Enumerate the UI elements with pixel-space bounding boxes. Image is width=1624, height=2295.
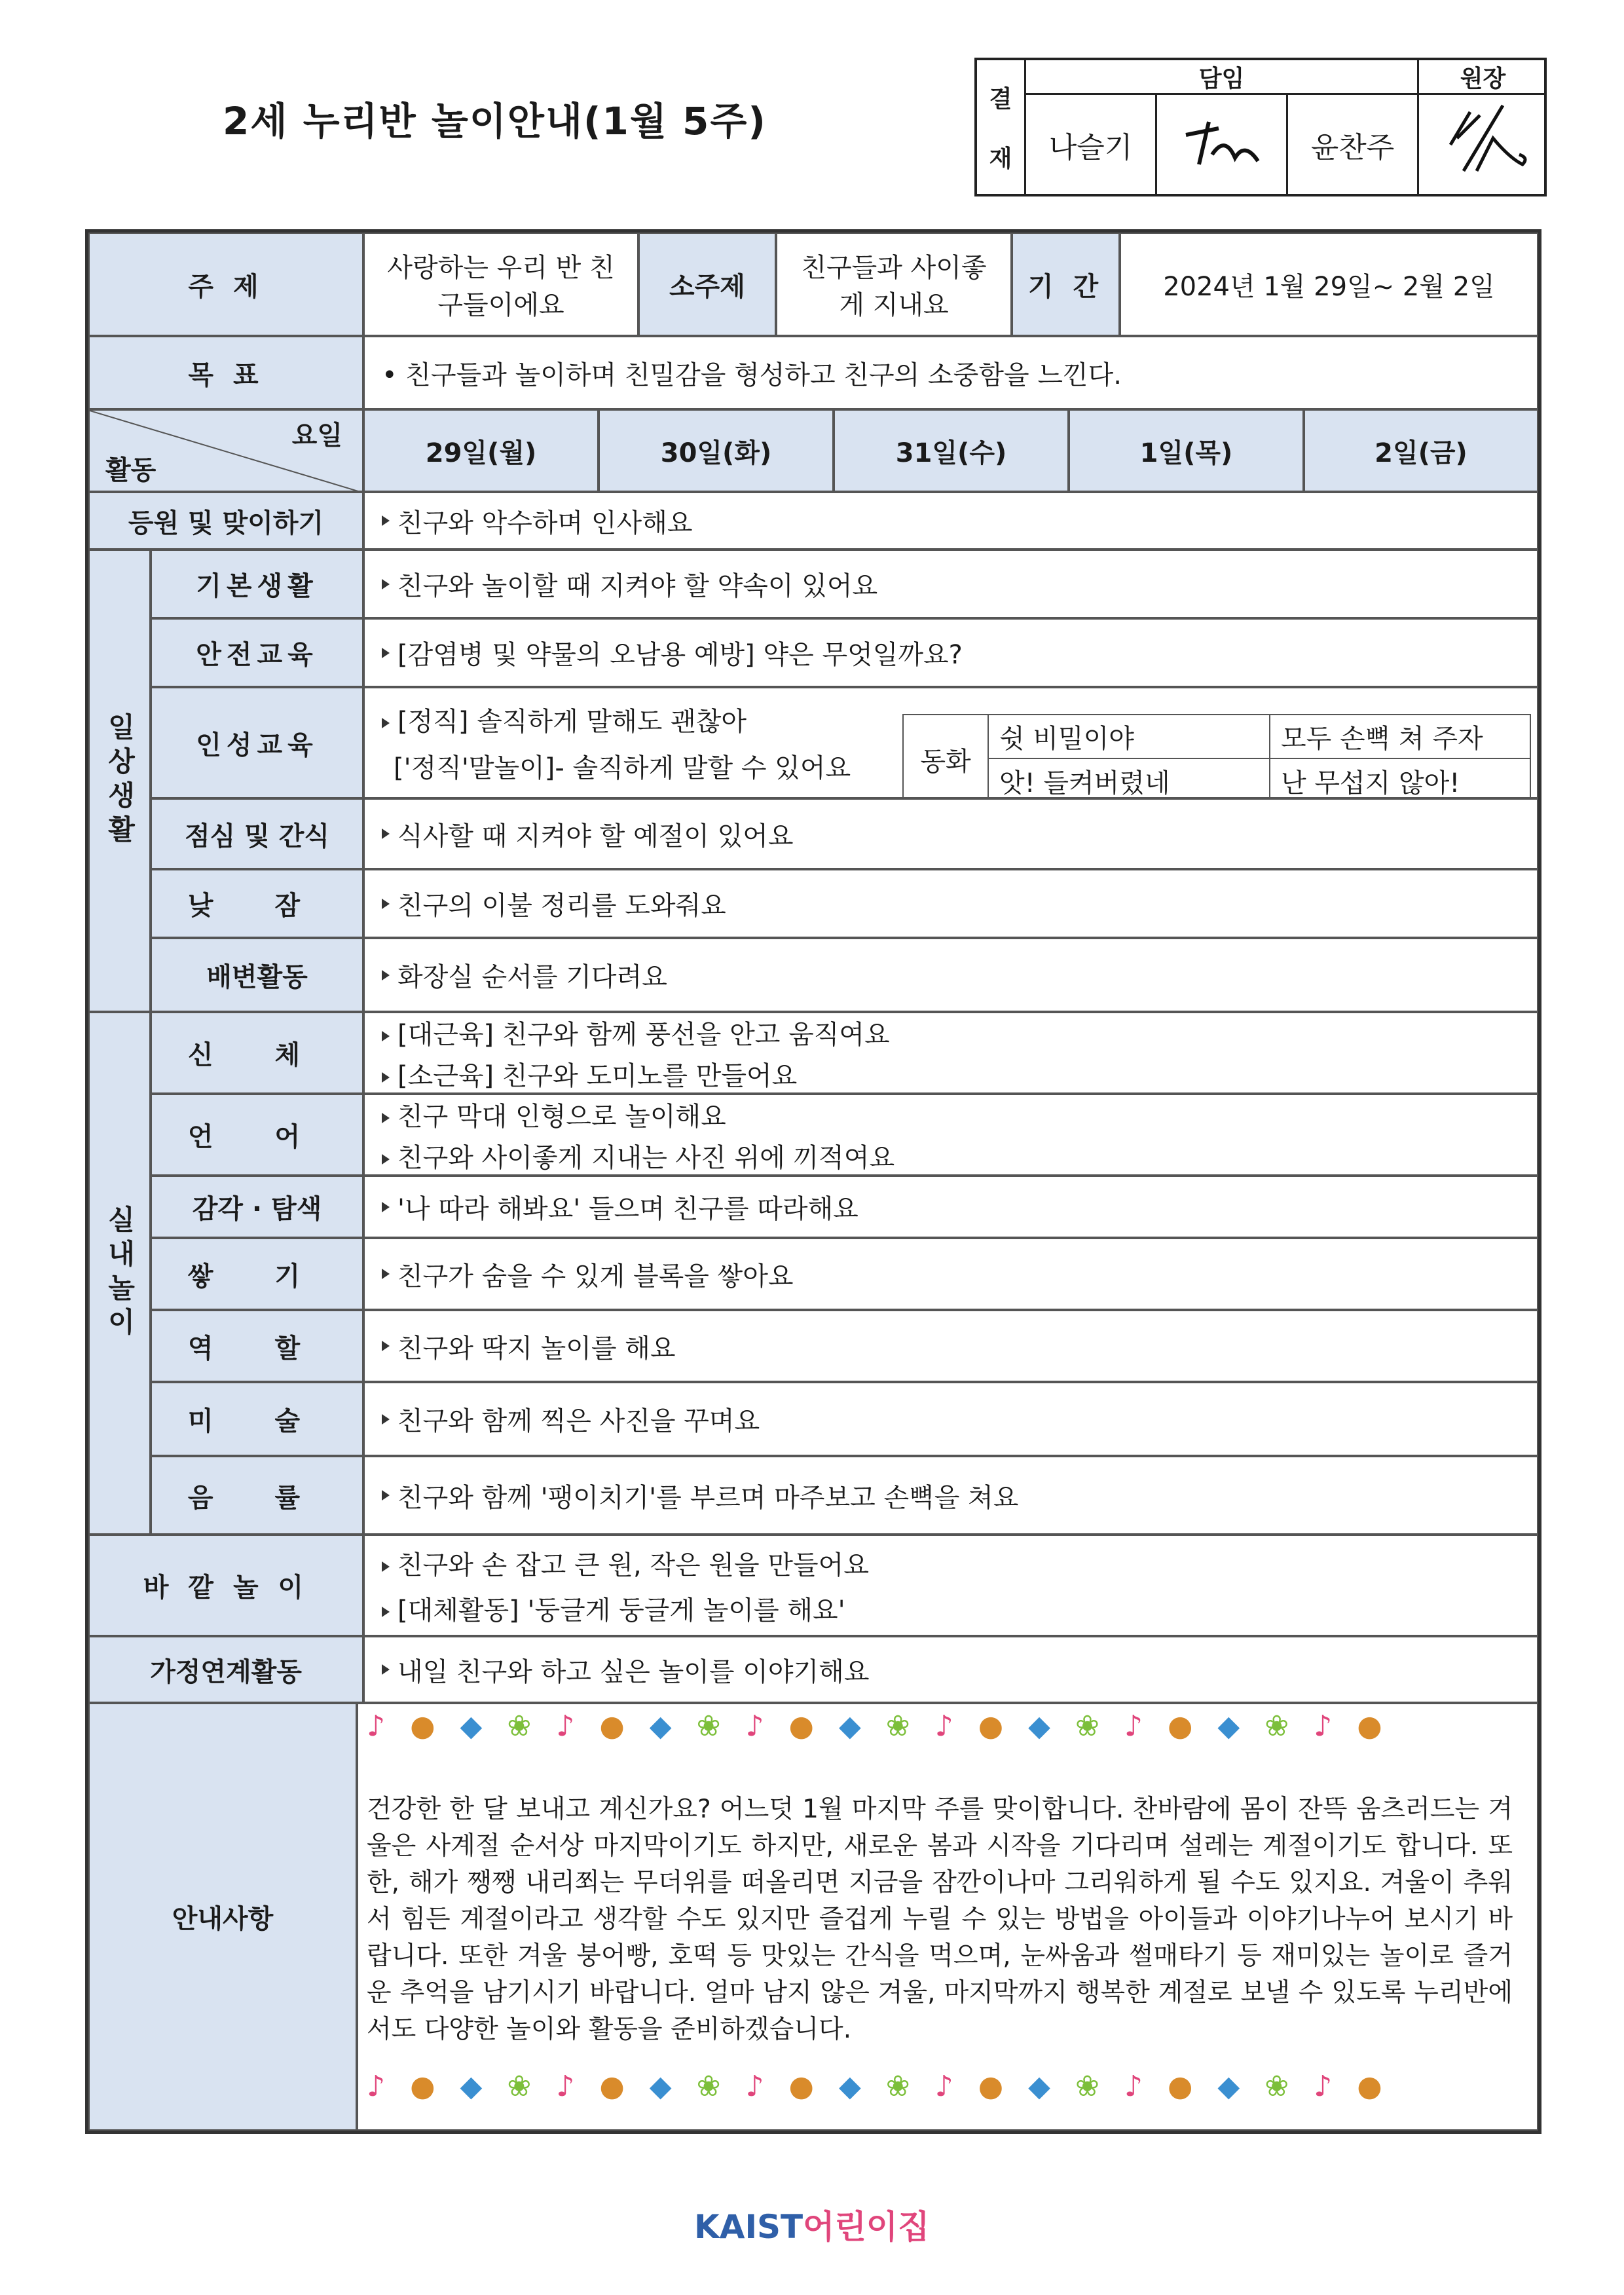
arrival-label: 등원 및 맞이하기 bbox=[88, 492, 363, 550]
daily-row-label-1: 안전교육 bbox=[151, 618, 363, 687]
subtheme-label: 소주제 bbox=[638, 233, 776, 336]
decorative-kids-bottom: ♪ ● ◆ ❀ ♪ ● ◆ ❀ ♪ ● ◆ ❀ ♪ ● ◆ ❀ ♪ ● ◆ ❀ ♪ ● bbox=[367, 2070, 1382, 2103]
day-header-1: 30일(화) bbox=[599, 409, 834, 492]
indoor-row-5-line-0: 친구와 함께 찍은 사진을 꾸며요 bbox=[397, 1406, 760, 1436]
indoor-row-0-line-0: [대근육] 친구와 함께 풍선을 안고 움직여요 bbox=[397, 1019, 890, 1050]
goal-label: 목 표 bbox=[88, 336, 363, 409]
approval-damim: 담임 bbox=[1198, 65, 1245, 92]
daily-row-text-5: 화장실 순서를 기다려요 bbox=[397, 962, 667, 992]
daily-row-label-4: 낮 잠 bbox=[151, 869, 363, 938]
day-header-4: 2일(금) bbox=[1304, 409, 1538, 492]
outdoor-row bbox=[363, 1535, 1538, 1636]
indoor-row-label-4: 역 할 bbox=[151, 1310, 363, 1382]
approval-wonjang: 원장 bbox=[1460, 65, 1506, 92]
approval-box bbox=[974, 58, 1547, 196]
subtheme-value: 친구들과 사이좋게 지내요 bbox=[776, 233, 1012, 336]
notice-text: 건강한 한 달 보내고 계신가요? 어느덧 1월 마지막 주를 맞이합니다. 찬바람에 몸이 잔뜩 움츠러드는 겨울은 사계절 순서상 마지막이기도 하지만, 새로운 봄과 시작을 기다리며 설레는 계절이기도 합니다. 또한, 해가 쨍쨍 내리쬐는 무더위를 떠올리면 지금을 잠깐이나마 그리워하게 될 수도 있지요. 겨울이 추워서 힘든 계절이라고 생각할 수도 있지만 즐겁게 누릴 수 있는 방법을 아이들과 이야기나누어 보시기 바랍니다. 또한 겨울 붕어빵, 호떡 등 맛있는 간식을 먹으며, 눈싸움과 썰매타기 등 재미있는 놀이로 즐거운 추억을 남기시기 바랍니다. 얼마 남지 않은 겨울, 마지막까지 행복한 계절로 보낼 수 있도록 누리반에서도 다양한 놀이와 활동을 준비하겠습니다. bbox=[367, 1795, 1513, 2044]
daily-row-3 bbox=[363, 798, 1538, 869]
day-header-0: 29일(월) bbox=[363, 409, 599, 492]
day-header-3: 1일(목) bbox=[1069, 409, 1304, 492]
approval-jae: 재 bbox=[989, 145, 1012, 172]
indoor-row-4-line-0: 친구와 딱지 놀이를 해요 bbox=[397, 1333, 676, 1364]
home-label: 가정연계활동 bbox=[88, 1636, 363, 1703]
daily-row-0 bbox=[363, 550, 1538, 618]
outdoor-line-0: 친구와 손 잡고 큰 원, 작은 원을 만들어요 bbox=[397, 1550, 869, 1580]
arrival-text: 친구와 악수하며 인사해요 bbox=[397, 508, 693, 538]
arrival-row bbox=[363, 492, 1538, 550]
logo-daycare: 어린이집 bbox=[803, 2208, 930, 2246]
daily-row-text-4: 친구의 이불 정리를 도와줘요 bbox=[397, 891, 726, 921]
daily-row-4 bbox=[363, 869, 1538, 938]
notice-label: 안내사항 bbox=[88, 1703, 357, 2131]
outdoor-label: 바 깥 놀 이 bbox=[88, 1535, 363, 1636]
daily-row-text-2: [정직] 솔직하게 말해도 괜찮아 bbox=[397, 707, 747, 737]
indoor-row-label-0: 신 체 bbox=[151, 1012, 363, 1094]
indoor-row-6 bbox=[363, 1456, 1538, 1535]
daily-row-text-3: 식사할 때 지켜야 할 예절이 있어요 bbox=[397, 821, 794, 851]
indoor-row-1-line-0: 친구 막대 인형으로 놀이해요 bbox=[397, 1101, 726, 1132]
daily-row-label-2: 인성교육 bbox=[151, 687, 363, 798]
indoor-row-1-line-1: 친구와 사이좋게 지내는 사진 위에 끼적여요 bbox=[397, 1142, 895, 1173]
yoil-label: 요일 bbox=[291, 420, 342, 451]
approval-gyeol: 결 bbox=[989, 86, 1012, 113]
indoor-row-4 bbox=[363, 1310, 1538, 1382]
theme-value: 사랑하는 우리 반 친구들이에요 bbox=[363, 233, 638, 336]
kaist-logo bbox=[694, 2201, 929, 2248]
daily-row-text-2b: ['정직'말놀이]- 솔직하게 말할 수 있어요 bbox=[394, 753, 851, 783]
story-table bbox=[902, 714, 1531, 804]
decorative-kids-top: ♪ ● ◆ ❀ ♪ ● ◆ ❀ ♪ ● ◆ ❀ ♪ ● ◆ ❀ ♪ ● ◆ ❀ ♪ ● bbox=[367, 1709, 1382, 1743]
day-header-2: 31일(수) bbox=[834, 409, 1069, 492]
period-label: 기 간 bbox=[1012, 233, 1120, 336]
teacher1-name: 나슬기 bbox=[1048, 130, 1133, 164]
period-value: 2024년 1월 29일~ 2월 2일 bbox=[1120, 233, 1538, 336]
indoor-row-3 bbox=[363, 1238, 1538, 1310]
story-item-1: 모두 손뼉 쳐 주자 bbox=[1270, 715, 1530, 759]
goal-value: • 친구들과 놀이하며 친밀감을 형성하고 친구의 소중함을 느낀다. bbox=[363, 336, 1538, 409]
outdoor-line-1: [대체활동] '둥글게 둥글게 놀이를 해요' bbox=[397, 1595, 845, 1626]
daily-row-text-0: 친구와 놀이할 때 지켜야 할 약속이 있어요 bbox=[397, 571, 878, 601]
yoil-activity-cell bbox=[88, 409, 363, 492]
indoor-row-1 bbox=[363, 1094, 1538, 1176]
home-row bbox=[363, 1636, 1538, 1703]
indoor-row-label-3: 쌓 기 bbox=[151, 1238, 363, 1310]
daily-row-label-0: 기본생활 bbox=[151, 550, 363, 618]
indoor-row-2-line-0: '나 따라 해봐요' 들으며 친구를 따라해요 bbox=[397, 1194, 858, 1224]
daily-life-group-label: 일상생활 bbox=[88, 550, 151, 1012]
page-title: 2세 누리반 놀이안내(1월 5주) bbox=[223, 99, 767, 143]
daily-row-5 bbox=[363, 938, 1538, 1012]
home-text: 내일 친구와 하고 싶은 놀이를 이야기해요 bbox=[397, 1656, 870, 1687]
daily-row-label-3: 점심 및 간식 bbox=[151, 798, 363, 869]
activity-label: 활동 bbox=[105, 455, 157, 485]
story-item-0: 쉿 비밀이야 bbox=[989, 715, 1270, 759]
daily-row-label-5: 배변활동 bbox=[151, 938, 363, 1012]
story-label: 동화 bbox=[904, 715, 989, 803]
indoor-row-3-line-0: 친구가 숨을 수 있게 블록을 쌓아요 bbox=[397, 1261, 794, 1292]
indoor-group-label: 실내놀이 bbox=[88, 1012, 151, 1535]
story-item-3: 난 무섭지 않아! bbox=[1281, 768, 1460, 798]
indoor-row-2 bbox=[363, 1176, 1538, 1238]
indoor-row-label-6: 음 률 bbox=[151, 1456, 363, 1535]
logo-kaist: KAIST bbox=[694, 2208, 803, 2246]
daily-row-text-1: [감염병 및 약물의 오남용 예방] 약은 무엇일까요? bbox=[397, 640, 963, 670]
director-signature bbox=[1417, 95, 1547, 194]
theme-label: 주 제 bbox=[88, 233, 363, 336]
indoor-row-label-2: 감각 · 탐색 bbox=[151, 1176, 363, 1238]
indoor-row-0 bbox=[363, 1012, 1538, 1094]
indoor-row-label-5: 미 술 bbox=[151, 1382, 363, 1456]
teacher1-signature bbox=[1155, 95, 1286, 194]
indoor-row-6-line-0: 친구와 함께 '팽이치기'를 부르며 마주보고 손뼉을 쳐요 bbox=[397, 1482, 1019, 1513]
indoor-row-label-1: 언 어 bbox=[151, 1094, 363, 1176]
daily-row-1 bbox=[363, 618, 1538, 687]
indoor-row-0-line-1: [소근육] 친구와 도미노를 만들어요 bbox=[397, 1060, 798, 1091]
indoor-row-5 bbox=[363, 1382, 1538, 1456]
story-item-2: 앗! 들켜버렸네 bbox=[989, 759, 1270, 803]
teacher2-name: 윤찬주 bbox=[1310, 130, 1395, 164]
